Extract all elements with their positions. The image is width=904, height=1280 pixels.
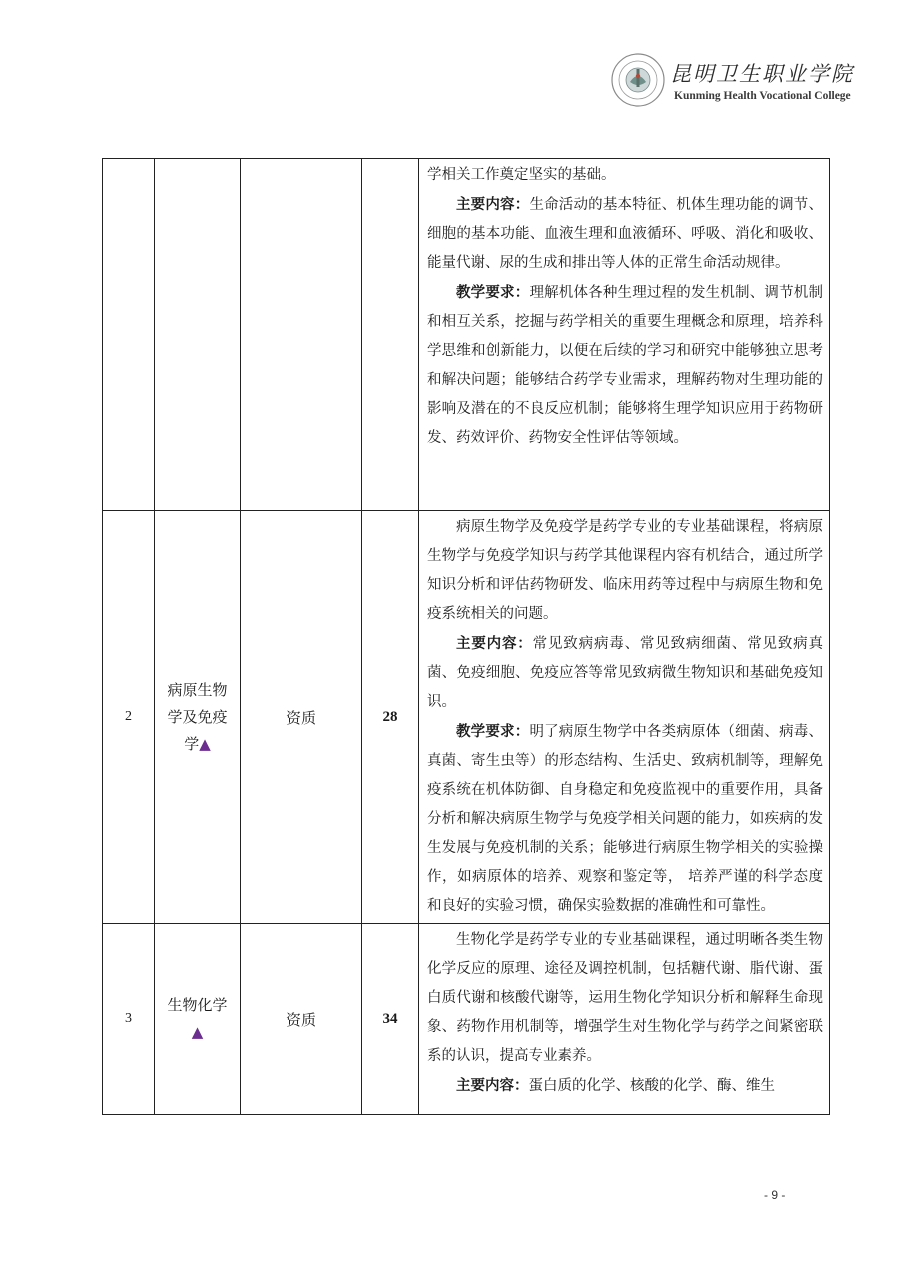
- description-paragraph: 主要内容：常见致病病毒、常见致病细菌、常见致病真菌、免疫细胞、免疫应答等常见致病微生物知识和基础免疫知识。: [427, 635, 824, 710]
- description-paragraph: 教学要求：明了病原生物学中各类病原体（细菌、病毒、真菌、寄生虫等）的形态结构、生活史、致病机制等，理解免疫系统在机体防御、自身稳定和免疫监视中的重要作用，具备分析和解决病原生物学与免疫学相关问题的能力，如疾病的发生发展与免疫机制的关系；能够进行病原生物学相关的实验操作，如病原体的培养、观察和鉴定等， 培养严谨的科学态度和良好的实验习惯，确保实验数据的准确性和可靠性。: [427, 723, 823, 914]
- course-name-cell: 病原生物学及免疫学▲: [155, 511, 241, 924]
- college-name-en: Kunming Health Vocational College: [674, 90, 851, 102]
- description-paragraph: 主要内容：蛋白质的化学、核酸的化学、酶、维生: [456, 1077, 775, 1094]
- college-seal-icon: [610, 52, 666, 108]
- course-description-cell: [419, 924, 830, 1115]
- description-paragraph: 病原生物学及免疫学是药学专业的专业基础课程，将病原生物学与免疫学知识与药学其他课程内容有机结合，通过所学知识分析和评估药物研发、临床用药等过程中与病原生物和免疫系统相关的问题。: [427, 519, 823, 622]
- description-paragraph: 教学要求：理解机体各种生理过程的发生机制、调节机制和相互关系，挖掘与药学相关的重要生理概念和原理，培养科学思维和创新能力，以便在后续的学习和研究中能够独立思考和解决问题；能够结合药学专业需求，理解药物对生理功能的影响及潜在的不良反应机制；能够将生理学知识应用于药物研发、药效评价、药物安全性评估等领域。: [427, 284, 823, 446]
- paragraph-label: 主要内容：: [456, 196, 530, 213]
- table-row: [103, 511, 830, 924]
- course-number-cell: 2: [103, 511, 155, 924]
- course-name-cell: 生物化学 ▲: [155, 924, 241, 1115]
- course-hours-cell: 34: [362, 924, 419, 1115]
- paragraph-label: 教学要求：: [456, 723, 530, 740]
- course-hours-cell: 28: [362, 511, 419, 924]
- college-name-cn: 昆明卫生职业学院: [670, 62, 854, 86]
- paragraph-label: 教学要求：: [456, 284, 530, 301]
- course-description-cell: [419, 511, 830, 924]
- page-header: [606, 44, 876, 114]
- course-name-cell: [155, 159, 241, 511]
- description-paragraph: 学相关工作奠定坚实的基础。: [427, 167, 616, 183]
- description-paragraph: 生物化学是药学专业的专业基础课程，通过明晰各类生物化学反应的原理、途径及调控机制，包括糖代谢、脂代谢、蛋白质代谢和核酸代谢等，运用生物化学知识分析和解释生命现象、药物作用机制等，增强学生对生物化学与药学之间紧密联系的认识，提高专业素养。: [427, 932, 823, 1064]
- paragraph-label: 主要内容：: [456, 1077, 529, 1094]
- course-number-cell: [103, 159, 155, 511]
- course-number-cell: 3: [103, 924, 155, 1115]
- table-row: [103, 159, 830, 511]
- course-table: [102, 158, 830, 1115]
- core-course-marker-icon: ▲: [191, 1023, 204, 1041]
- course-type-cell: 资质: [241, 924, 362, 1115]
- page-number: - 9 -: [764, 1188, 786, 1202]
- course-hours-cell: [362, 159, 419, 511]
- description-paragraph: 主要内容：生命活动的基本特征、机体生理功能的调节、细胞的基本功能、血液生理和血液循环、呼吸、消化和吸收、能量代谢、尿的生成和排出等人体的正常生命活动规律。: [427, 196, 823, 271]
- course-type-cell: 资质: [241, 511, 362, 924]
- table-row: [103, 924, 830, 1115]
- course-description-cell: [419, 159, 830, 511]
- paragraph-label: 主要内容：: [456, 635, 533, 652]
- course-type-cell: [241, 159, 362, 511]
- core-course-marker-icon: ▲: [199, 734, 211, 753]
